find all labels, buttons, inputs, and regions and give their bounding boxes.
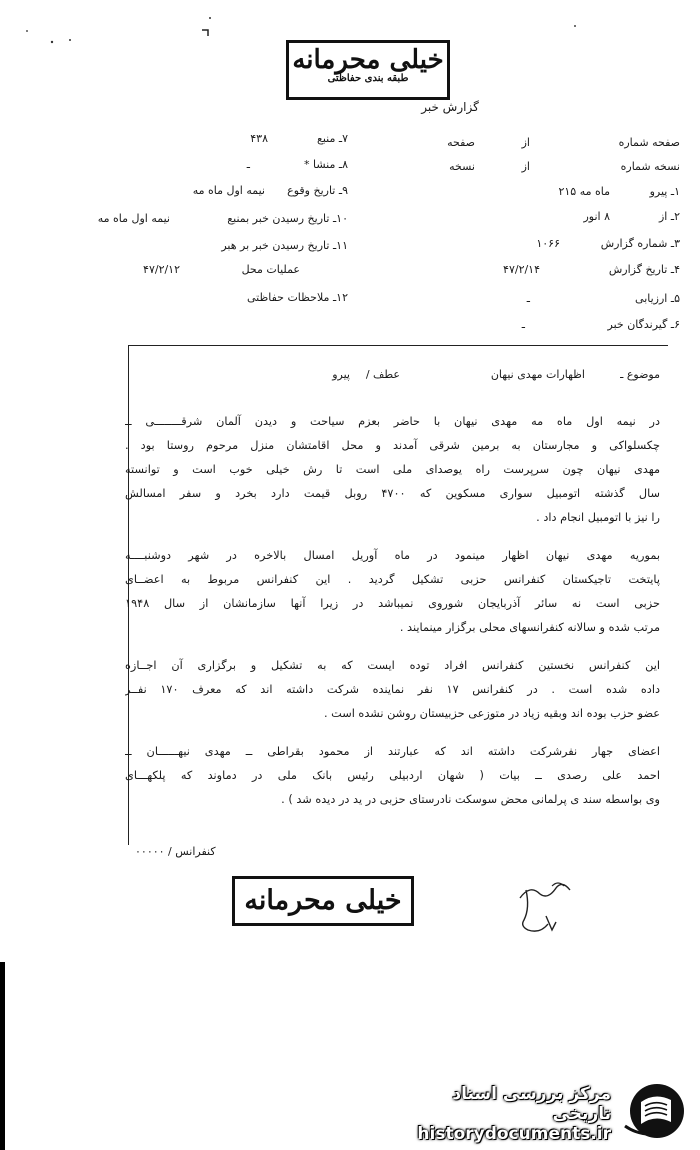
archive-watermark [412, 1078, 697, 1144]
item9-label: ۹ـ تاریخ وقوع [287, 184, 348, 197]
copy-number-label: نسخه شماره [620, 160, 680, 173]
reference-label: عطف / [365, 368, 400, 381]
reference-value: پیرو [332, 368, 350, 381]
page-number-of: از [521, 136, 530, 149]
item8-label: ۸ـ منشا * [303, 158, 348, 171]
body-line: داده شده است . در کنفرانس ۱۷ نفر نماینده شرکت داشته اند که معرف ۱۷۰ نفــر [125, 683, 660, 696]
paragraph-gap [125, 530, 660, 544]
watermark-url: historydocuments.ir [417, 1124, 611, 1144]
operations-value: ۴۷/۲/۱۲ [143, 263, 180, 276]
body-line: پایتخت تاجیکستان کنفرانس حزبی تشکیل گردید . این کنفرانس مربوط به اعضــای [125, 573, 660, 586]
attachment-note: کنفرانس / ۰۰۰۰۰ [135, 845, 216, 858]
report-type: گزارش خبر [421, 100, 479, 114]
body-line: احمد علی رصدی ــ بیات ( شهان اردبیلی رئیس بانک ملی در دماوند که پلکهـــای [125, 769, 660, 782]
body-line: حزبی است نه سائر آذربایجان شوروی نمیباشد در زیرا آنها سازمانشان از سال ۱۹۴۸ [125, 597, 660, 610]
item1-label: ۱ـ پیرو [649, 185, 680, 198]
item11-label: ۱۱ـ تاریخ رسیدن خبر بر هبر [221, 239, 348, 252]
item7-value: ۴۳۸ [250, 132, 268, 145]
item12-label: ۱۲ـ ملاحظات حفاظتی [247, 291, 348, 304]
body-line: وی بواسطه سند ی پرلمانی محض سوسکت نادرستای حزبی در ید در دیده شد ) . [281, 793, 660, 806]
body-line: را نیز با اتومبیل انجام داد . [536, 511, 660, 524]
item10-label: ۱۰ـ تاریخ رسیدن خبر بمنبع [227, 212, 348, 225]
header-divider [128, 345, 668, 346]
body-line: سال گذشته اتومبیل سواری مسکوین که ۴۷۰۰ روبل قیمت دارد بخرد و سفر امسالش [125, 487, 660, 500]
paragraph-gap [125, 726, 660, 740]
classification-stamp-sub: طبقه بندی حفاظتی [327, 73, 409, 84]
body-line: چکسلواکی و مجارستان به برمین شرقی آمدند و محل اقامتشان منزل مرحوم روستا بود . [125, 439, 660, 452]
item4-value: ۴۷/۲/۱۴ [503, 263, 540, 276]
item1-value: ماه مه ۲۱۵ [558, 185, 610, 198]
item3-label: ۳ـ شماره گزارش [600, 237, 680, 250]
page-number-unit: صفحه [447, 136, 475, 149]
item10-value: نیمه اول ماه مه [97, 212, 170, 225]
classification-stamp-bottom: خیلی محرمانه [232, 876, 414, 926]
copy-number-of: از [521, 160, 530, 173]
subject-label: موضوع ـ [620, 368, 660, 381]
item3-value: ۱۰۶۶ [536, 237, 560, 250]
classification-stamp [286, 40, 450, 100]
body-line: عضو حزب بوده اند وبقیه زیاد در متوزعی حزبیستان روشن نشده است . [323, 707, 660, 720]
subject-value: اظهارات مهدی نیهان [490, 368, 585, 381]
body-line: این کنفرانس نخستین کنفرانس افراد توده ایست که به تشکیل و برگزاری آن اجــازه [125, 659, 660, 672]
item6-label: ۶ـ گیرندگان خبر [607, 318, 680, 331]
item7-label: ۷ـ منبع [316, 132, 348, 145]
body-line: اعضای جهار نفرشرکت داشته اند که عبارتند از محمود بقراطی ــ مهدی نیهــــــان ــ [125, 745, 660, 758]
copy-number-unit: نسخه [449, 160, 475, 173]
watermark-title: مرکز بررسی اسناد تاریخی [452, 1084, 611, 1124]
body-line: در نیمه اول ماه مه مهدی نیهان با حاضر بعزم سیاحت و دیدن آلمان شرقــــــــی ــ [125, 415, 660, 428]
operations-label: عملیات محل [241, 263, 300, 276]
handwritten-signature [512, 870, 582, 940]
body-line: مهدی نیهان چون سرپرست راه یوصدای ملی است تا رش خیلی خوب است و توانسته [125, 463, 660, 476]
classification-stamp-main: خیلی محرمانه [292, 45, 444, 75]
body-line: بموریه مهدی نیهان اظهار مینمود در ماه آوریل امسال بالاخره در شهر دوشنبــــه [125, 549, 660, 562]
item6-value: ـ [521, 318, 525, 331]
item9-value: نیمه اول ماه مه [192, 184, 265, 197]
item8-value: ـ [246, 158, 250, 171]
item5-value: ـ [526, 292, 530, 305]
item2-label: ۲ـ از [658, 210, 680, 223]
archive-logo-icon [617, 1080, 691, 1142]
body-line: مرتب شده و سالانه کنفرانسهای محلی برگزار مینمایند . [399, 621, 660, 634]
item4-label: ۴ـ تاریخ گزارش [608, 263, 680, 276]
scan-edge-shadow [0, 962, 5, 1150]
item2-value: ۸ انور [583, 210, 610, 223]
paragraph-gap [125, 640, 660, 654]
page-number-label: صفحه شماره [618, 136, 680, 149]
item5-label: ۵ـ ارزیابی [635, 292, 680, 305]
report-body [125, 410, 660, 812]
